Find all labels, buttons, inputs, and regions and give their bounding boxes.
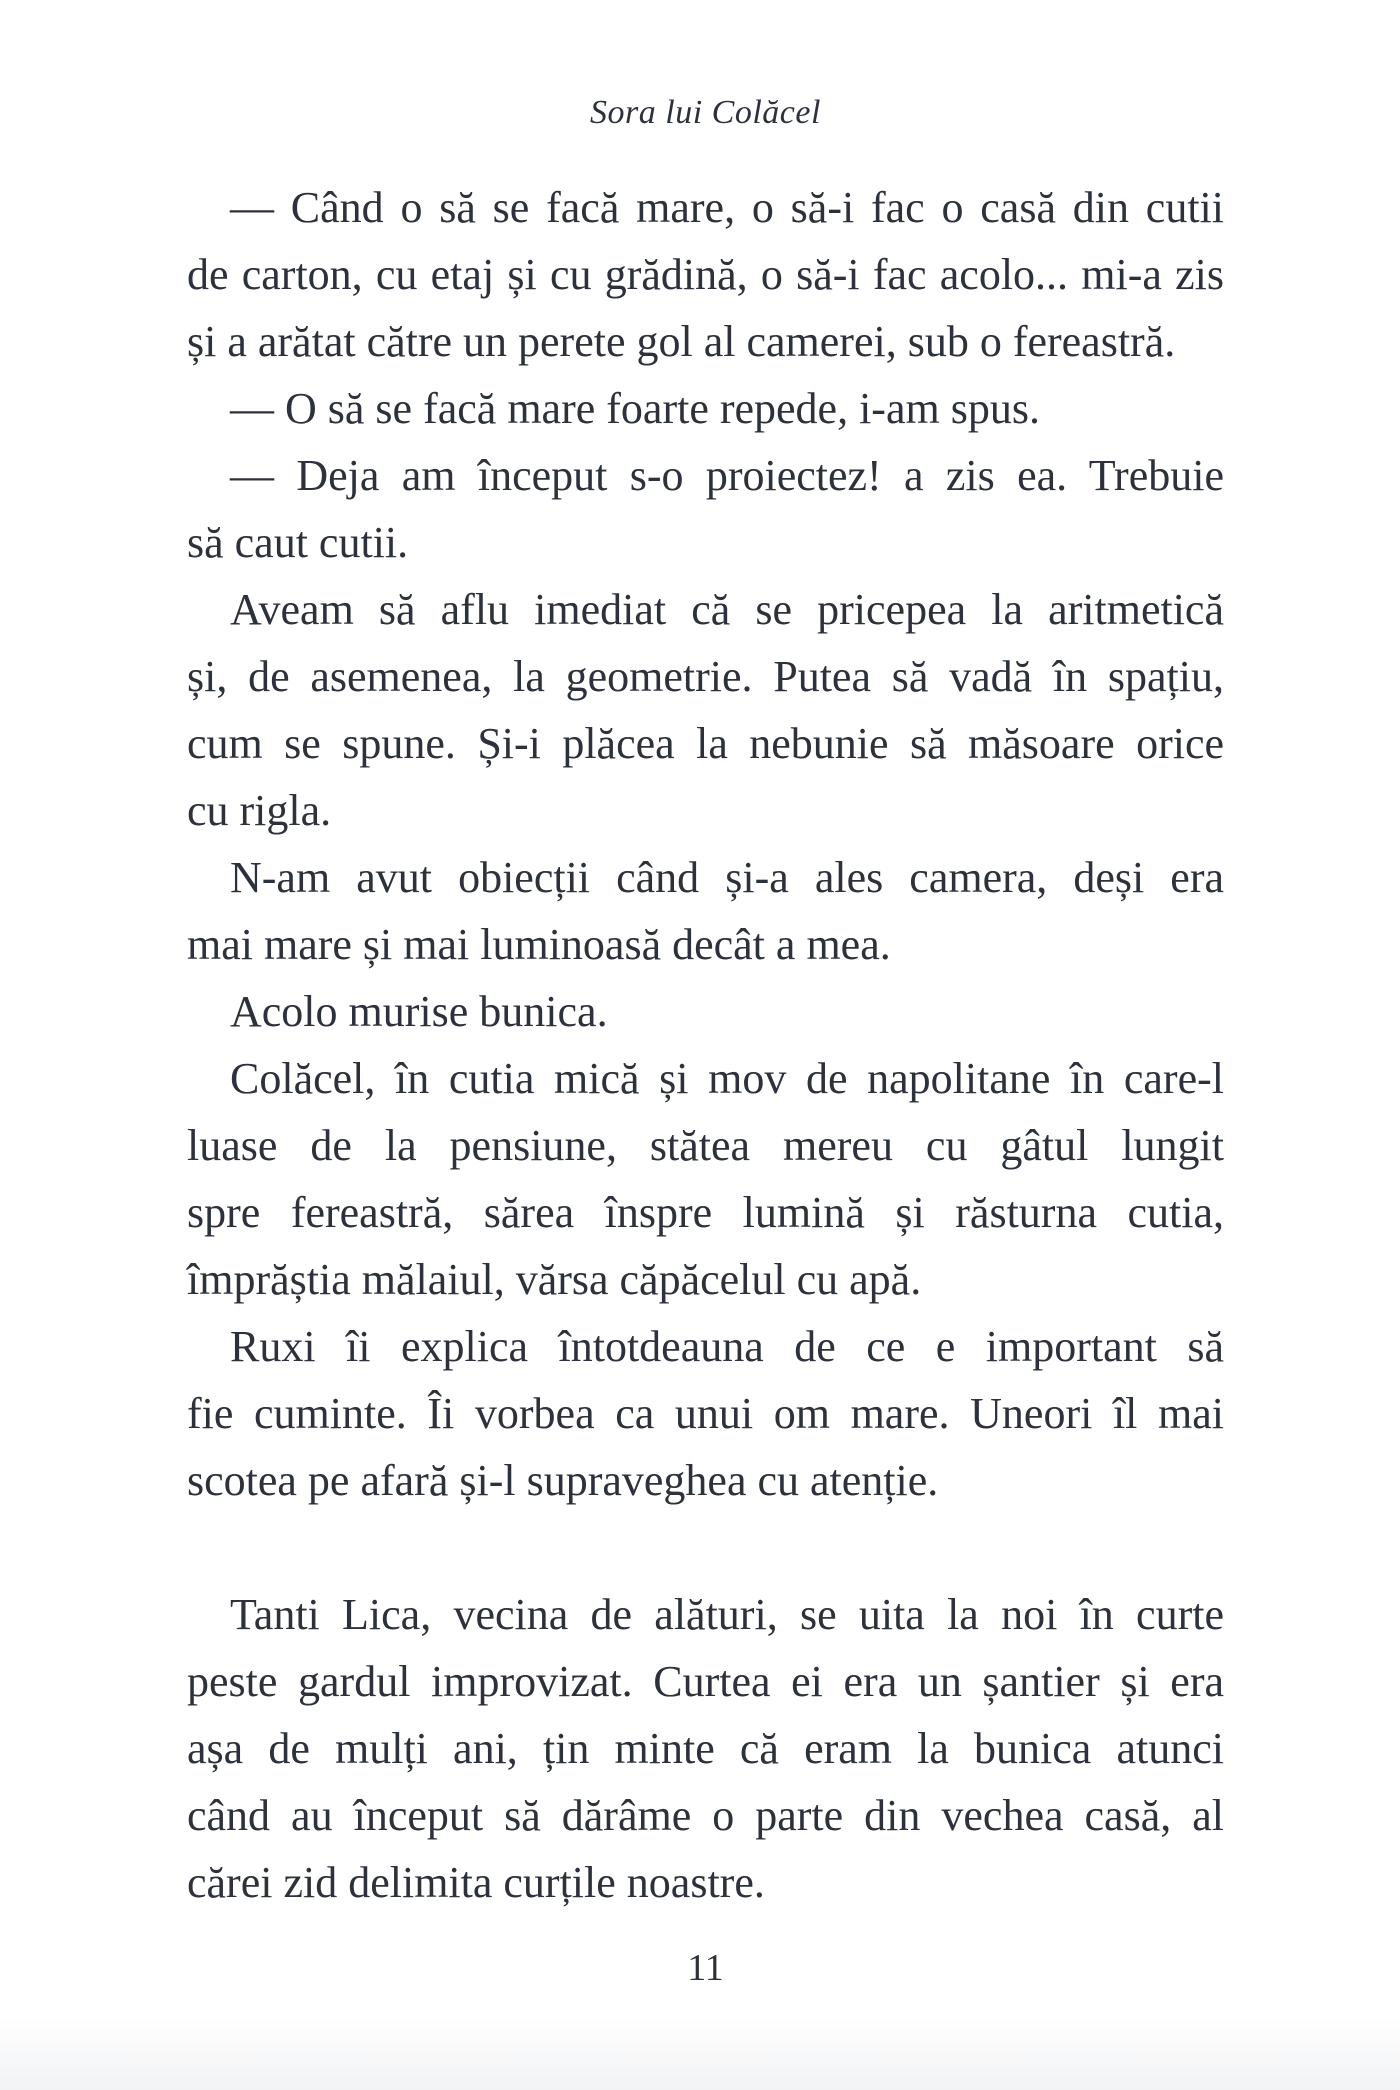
text-line: așa de mulți ani, țin minte că eram la bunica atunci — [187, 1724, 1224, 1773]
page-header — [187, 0, 1224, 133]
text-line: scotea pe afară și-l supraveghea cu atenție. — [187, 1456, 939, 1505]
paragraph — [187, 442, 1224, 576]
text-line: cum se spune. Și-i plăcea la nebunie să măsoare orice — [187, 719, 1224, 768]
paragraph — [187, 576, 1224, 844]
text-line: N-am avut obiecții când și-a ales camera, deși era — [230, 853, 1224, 902]
text-line: luase de la pensiune, stătea mereu cu gâtul lungit — [187, 1121, 1224, 1170]
text-line: și a arătat către un perete gol al camerei, sub o fereastră. — [187, 317, 1176, 366]
book-page — [187, 0, 1224, 1991]
text-line: Ruxi îi explica întotdeauna de ce e important să — [230, 1322, 1224, 1371]
text-line: — O să se facă mare foarte repede, i-am spus. — [230, 384, 1040, 433]
text-line: Colăcel, în cutia mică și mov de napolitane în care-l — [230, 1054, 1224, 1103]
text-line: când au început să dărâme o parte din vechea casă, al — [187, 1791, 1224, 1840]
page-footer — [187, 1946, 1224, 1991]
page-number: 11 — [687, 1947, 724, 1989]
text-line: și, de asemenea, la geometrie. Putea să vadă în spațiu, — [187, 652, 1224, 701]
text-line: cărei zid delimita curțile noastre. — [187, 1858, 765, 1907]
text-line: Aveam să aflu imediat că se pricepea la aritmetică — [230, 585, 1224, 634]
paragraph — [187, 174, 1224, 375]
paragraph — [187, 375, 1224, 442]
text-line: cu rigla. — [187, 786, 332, 835]
text-line: de carton, cu etaj și cu grădină, o să-i fac acolo... mi-a zis — [187, 250, 1224, 299]
text-line: mai mare și mai luminoasă decât a mea. — [187, 920, 891, 969]
running-head-title: Sora lui Colăcel — [590, 94, 821, 131]
text-line: — Deja am început s-o proiectez! a zis ea. Trebuie — [230, 451, 1224, 500]
paragraph — [187, 1581, 1224, 1916]
paragraph — [187, 1045, 1224, 1313]
text-line: fie cuminte. Îi vorbea ca unui om mare. Uneori îl mai — [187, 1389, 1224, 1438]
text-line: să caut cutii. — [187, 518, 409, 567]
paragraph — [187, 978, 1224, 1045]
text-line: spre fereastră, sărea înspre lumină și răsturna cutia, — [187, 1188, 1224, 1237]
text-line: — Când o să se facă mare, o să-i fac o casă din cutii — [230, 183, 1224, 232]
body-text — [187, 174, 1224, 1916]
text-line: peste gardul improvizat. Curtea ei era un șantier și era — [187, 1657, 1224, 1706]
text-line: Tanti Lica, vecina de alături, se uita la noi în curte — [230, 1590, 1224, 1639]
paragraph — [187, 844, 1224, 978]
paragraph — [187, 1313, 1224, 1514]
text-line: Acolo murise bunica. — [230, 987, 608, 1036]
text-line: împrăștia mălaiul, vărsa căpăcelul cu apă. — [187, 1255, 922, 1304]
